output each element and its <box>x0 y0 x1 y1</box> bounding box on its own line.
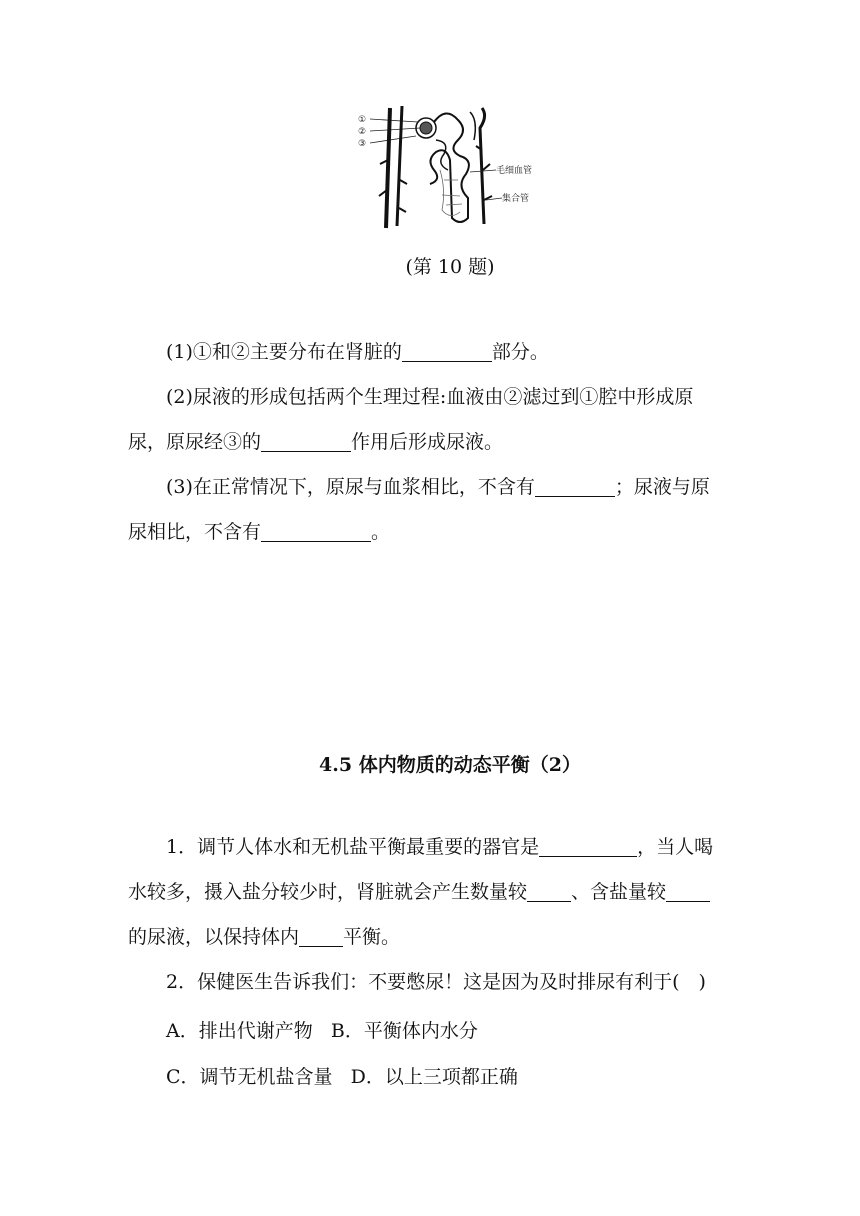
q2-options-row1 <box>166 1016 478 1043</box>
q10-part2-prefix: 尿，原尿经③的 <box>128 431 262 453</box>
answer-blank <box>539 836 637 857</box>
answer-blank <box>261 521 371 542</box>
section-title: 4.5 体内物质的动态平衡（2） <box>319 754 581 776</box>
q1-text-e: 的尿液，以保持体内 <box>128 926 300 948</box>
q10-part1 <box>128 330 738 375</box>
q1-line3 <box>128 915 738 960</box>
q10-part1-suffix: 部分。 <box>491 341 549 363</box>
q2-option-d: D．以上三项都正确 <box>350 1066 518 1088</box>
q2-options-row2 <box>166 1062 518 1089</box>
q2-option-a: A．排出代谢产物 <box>166 1020 313 1042</box>
answer-blank <box>535 476 615 497</box>
marker-1: ① <box>358 115 367 125</box>
figure-caption: (第 10 题) <box>405 256 495 278</box>
q10-part3-line2-prefix: 尿相比，不含有 <box>128 521 262 543</box>
marker-2: ② <box>358 127 367 137</box>
q10-part2 <box>128 375 738 420</box>
label-collecting-duct: 集合管 <box>502 194 530 204</box>
q10-part2-line2 <box>128 420 738 465</box>
q2-option-b: B．平衡体内水分 <box>330 1020 478 1042</box>
q10-part3-prefix: (3)在正常情况下，原尿与血浆相比，不含有 <box>166 476 535 498</box>
q10-part2-line1: (2)尿液的形成包括两个生理过程:血液由②滤过到①腔中形成原 <box>166 386 694 408</box>
q1-text-b: ，当人喝 <box>637 836 714 858</box>
q10-part1-prefix: (1)①和②主要分布在肾脏的 <box>166 341 402 363</box>
answer-blank <box>527 881 571 902</box>
q10-part3-mid: ；尿液与原 <box>614 476 710 498</box>
q1-text-c: 水较多，摄入盐分较少时，肾脏就会产生数量较 <box>128 881 528 903</box>
q1-text-d: 、含盐量较 <box>571 881 667 903</box>
q1-text-a: 1．调节人体水和无机盐平衡最重要的器官是 <box>166 836 540 858</box>
marker-3: ③ <box>358 139 367 149</box>
label-capillary: 毛细血管 <box>496 166 533 176</box>
q10-part3 <box>128 465 738 510</box>
q1-text-f: 平衡。 <box>343 926 401 948</box>
answer-blank <box>261 431 351 452</box>
q2-stem: 2．保健医生告诉我们：不要憋尿！这是因为及时排尿有利于( ) <box>166 971 706 993</box>
q1-line2 <box>128 870 738 915</box>
q1-line1 <box>128 825 738 870</box>
answer-blank <box>402 341 492 362</box>
q10-part3-line2 <box>128 510 738 555</box>
answer-blank <box>299 926 343 947</box>
nephron-figure <box>350 100 550 232</box>
q10-part3-end: 。 <box>371 521 391 543</box>
answer-blank <box>666 881 710 902</box>
q10-part2-suffix: 作用后形成尿液。 <box>351 431 504 453</box>
q2-option-c: C．调节无机盐含量 <box>166 1066 333 1088</box>
